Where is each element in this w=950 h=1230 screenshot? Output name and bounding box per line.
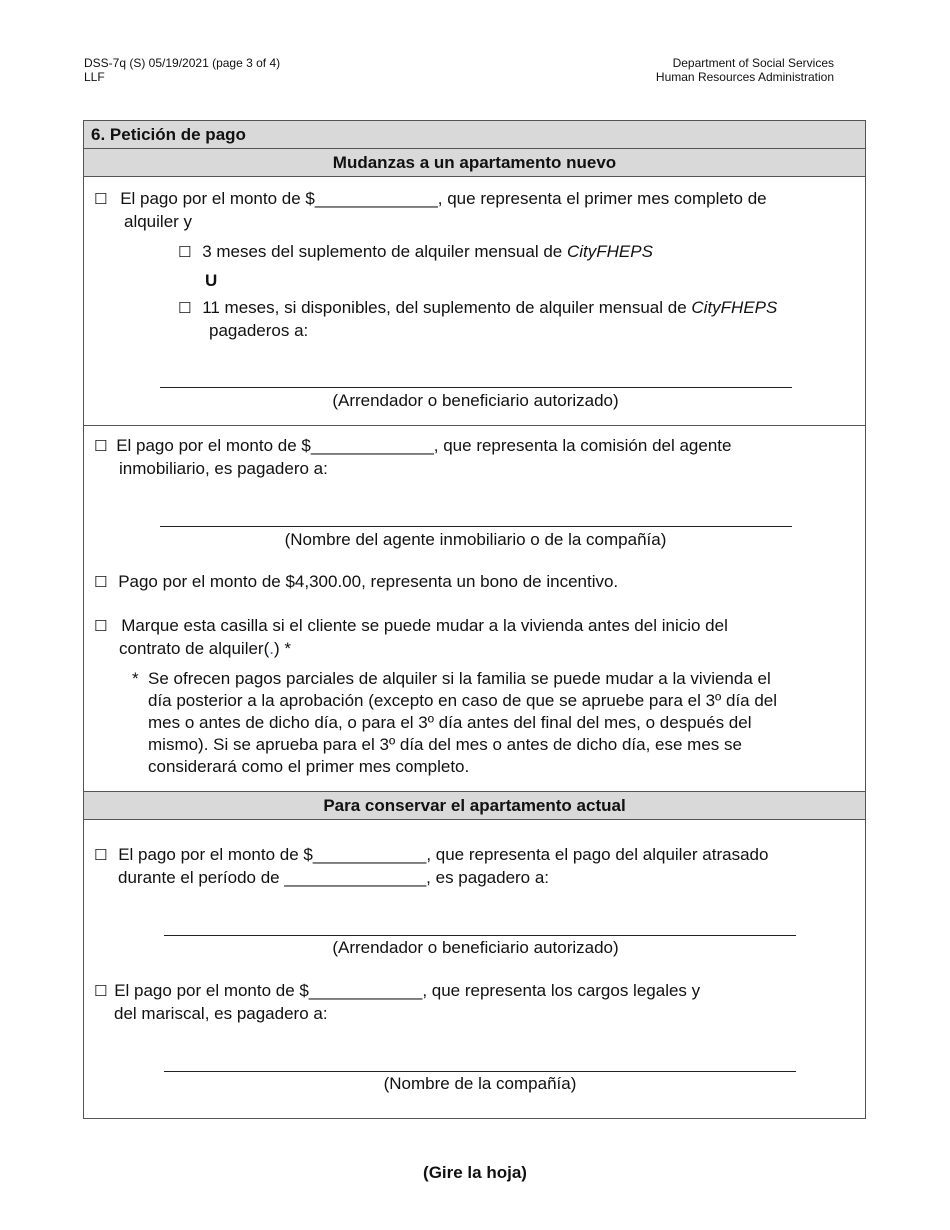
landlord-caption: (Arrendador o beneficiario autorizado) [332,391,619,410]
note-line: mes o antes de dicho día, o para el 3º día antes del final del mes, o después del [148,713,752,732]
note-line: mismo). Si se aprueba para el 3º día del mes o antes de dicho día, ese mes se [148,735,742,754]
broker-fee-line1: El pago por el monto de $_____________, que representa la comisión del agente [116,436,732,455]
legal-fees-line2: del mariscal, es pagadero a: [114,1004,328,1023]
section-title: 6. Petición de pago [84,121,865,149]
first-month-line2: alquiler y [124,212,193,231]
form-code: LLF [84,70,105,84]
note-line: Se ofrecen pagos parciales de alquiler si la familia se puede mudar a la vivienda el [148,669,771,688]
lease-dot: . [269,639,274,658]
incentive-bonus-checkbox[interactable]: ☐ [94,573,108,591]
payment-request-form [83,120,866,1119]
arrears-landlord-caption: (Arrendador o beneficiario autorizado) [332,938,619,957]
broker-fee-item [94,435,731,457]
option-11-months-checkbox[interactable]: ☐ [178,299,192,317]
department-name: Department of Social Services [672,56,834,70]
turn-page-note: (Gire la hoja) [423,1163,527,1182]
option-11-months-text: 11 meses, si disponibles, del suplemento de alquiler mensual de [202,298,692,317]
move-before-lease-line1: Marque esta casilla si el cliente se puede mudar a la vivienda antes del inicio del [121,616,728,635]
first-month-line1: El pago por el monto de $_____________, que representa el primer mes completo de [120,189,767,208]
option-3-months-text: 3 meses del suplemento de alquiler mensual de [202,242,567,261]
partial-rent-note [148,668,860,778]
option-11-months [178,297,777,319]
move-before-lease-line2 [119,638,291,660]
broker-caption: (Nombre del agente inmobiliario o de la compañía) [284,530,667,549]
note-line: día posterior a la aprobación (excepto en caso de que se apruebe para el 3º día del [148,691,778,710]
legal-fees-checkbox[interactable]: ☐ [94,982,108,1000]
move-before-lease-checkbox[interactable]: ☐ [94,617,108,635]
first-month-checkbox[interactable]: ☐ [94,190,108,208]
form-id: DSS-7q (S) 05/19/2021 (page 3 of 4) [84,56,281,70]
new-apartment-header: Mudanzas a un apartamento nuevo [84,149,865,177]
lease-text: contrato de alquiler( [119,639,270,658]
option-11-months-cont: pagaderos a: [209,321,309,340]
note-line: considerará como el primer mes completo. [148,757,470,776]
rent-arrears-item [94,844,768,866]
partial-rent-note-marker: * [132,669,139,688]
broker-fee-checkbox[interactable]: ☐ [94,437,108,455]
rent-arrears-line1: El pago por el monto de $____________, que representa el pago del alquiler atrasado [118,845,769,864]
rent-arrears-checkbox[interactable]: ☐ [94,846,108,864]
option-3-months-checkbox[interactable]: ☐ [178,243,192,261]
administration-name: Human Resources Administration [655,70,834,84]
legal-fees-line1: El pago por el monto de $____________, que representa los cargos legales y [114,981,701,1000]
header-left [84,56,280,84]
company-caption: (Nombre de la compañía) [383,1074,577,1093]
or-label: U [205,271,218,290]
lease-end: ) * [274,639,291,658]
broker-name-line[interactable] [160,526,792,527]
row-divider [84,425,865,426]
arrears-landlord-line[interactable] [164,935,796,936]
option-3-months-brand: CityFHEPS [566,242,653,261]
incentive-bonus-text: Pago por el monto de $4,300.00, representa un bono de incentivo. [118,572,619,591]
first-month-item [94,188,767,210]
incentive-bonus-item [94,571,618,593]
header-right [656,56,834,84]
move-before-lease-item [94,615,728,637]
option-11-months-brand: CityFHEPS [691,298,778,317]
rent-arrears-line2: durante el período de _______________, es pagadero a: [118,868,550,887]
option-3-months [178,241,653,263]
legal-fees-item [94,980,700,1002]
broker-fee-line2: inmobiliario, es pagadero a: [119,459,328,478]
company-name-line[interactable] [164,1071,796,1072]
landlord-signature-line[interactable] [160,387,792,388]
keep-apartment-header: Para conservar el apartamento actual [84,791,865,820]
